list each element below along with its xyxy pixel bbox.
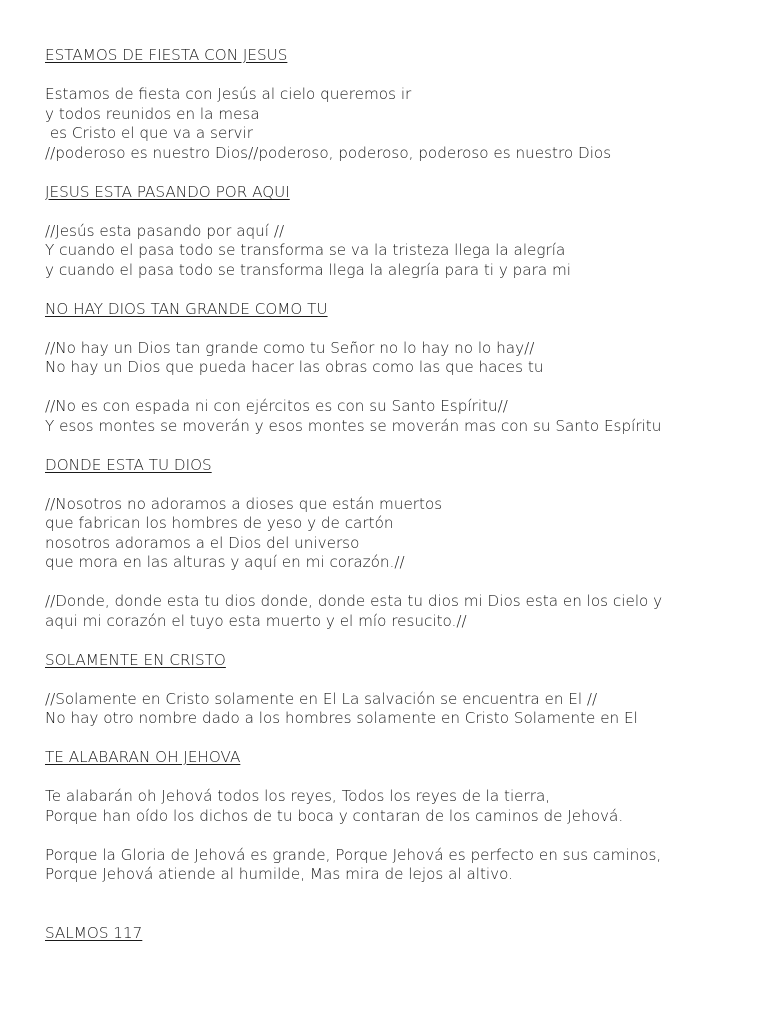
lyric-line: No hay un Dios que pueda hacer las obras como las que haces tu <box>45 358 544 376</box>
lyric-line: aqui mi corazón el tuyo esta muerto y el mío resucito.// <box>45 611 467 630</box>
stanza <box>45 339 760 378</box>
stanza <box>45 85 760 163</box>
lyric-line: Te alabarán oh Jehová todos los reyes, Todos los reyes de la tierra, <box>45 787 551 805</box>
song-jesus-esta-pasando <box>45 183 760 281</box>
song-no-hay-dios <box>45 300 760 437</box>
lyric-line: que mora en las alturas y aquí en mi corazón.// <box>45 553 405 571</box>
document-page <box>45 46 760 963</box>
lyric-line: //poderoso es nuestro Dios//poderoso, poderoso, poderoso es nuestro Dios <box>45 143 612 162</box>
lyric-line: y cuando el pasa todo se transforma llega la alegría para ti y para mi <box>45 260 572 279</box>
lyric-line: nosotros adoramos a el Dios del universo <box>45 533 360 552</box>
lyric-line: //Jesús esta pasando por aquí // <box>45 221 285 240</box>
song-salmos-117 <box>45 924 760 944</box>
stanza <box>45 592 760 631</box>
song-title: SALMOS 117 <box>45 923 143 942</box>
lyric-line: //Solamente en Cristo solamente en El La salvación se encuentra en El // <box>45 689 598 708</box>
stanza <box>45 495 760 573</box>
stanza <box>45 397 760 436</box>
lyric-line: Porque la Gloria de Jehová es grande, Porque Jehová es perfecto en sus caminos, <box>45 845 662 864</box>
stanza <box>45 846 760 885</box>
stanza <box>45 690 760 729</box>
song-title: ESTAMOS DE FIESTA CON JESUS <box>45 46 288 64</box>
lyric-line: Y cuando el pasa todo se transforma se va la tristeza llega la alegría <box>45 241 566 259</box>
stanza <box>45 222 760 281</box>
lyric-line: //No hay un Dios tan grande como tu Señor no lo hay no lo hay// <box>45 338 535 357</box>
song-title: SOLAMENTE EN CRISTO <box>45 650 226 669</box>
lyric-line: Y esos montes se moverán y esos montes se moverán mas con su Santo Espíritu <box>45 416 662 435</box>
lyric-line: que fabrican los hombres de yeso y de cartón <box>45 514 394 532</box>
lyric-line: es Cristo el que va a servir <box>45 124 254 142</box>
lyric-line: No hay otro nombre dado a los hombres solamente en Cristo Solamente en El <box>45 709 638 727</box>
lyric-line: y todos reunidos en la mesa <box>45 104 260 123</box>
lyric-line: Estamos de fiesta con Jesús al cielo queremos ir <box>45 85 412 103</box>
song-title: DONDE ESTA TU DIOS <box>45 455 212 474</box>
song-solamente-en-cristo <box>45 651 760 729</box>
lyric-line: //No es con espada ni con ejércitos es con su Santo Espíritu// <box>45 397 508 415</box>
lyric-line: //Nosotros no adoramos a dioses que están muertos <box>45 494 443 513</box>
song-title: TE ALABARAN OH JEHOVA <box>45 748 241 766</box>
lyric-line: Porque han oído los dichos de tu boca y contaran de los caminos de Jehová. <box>45 806 624 825</box>
blank-line <box>45 904 760 924</box>
lyric-line: Porque Jehová atiende al humilde, Mas mira de lejos al altivo. <box>45 865 513 883</box>
song-title: NO HAY DIOS TAN GRANDE COMO TU <box>45 299 328 318</box>
song-donde-esta-tu-dios <box>45 456 760 632</box>
song-te-alabaran <box>45 748 760 885</box>
stanza <box>45 787 760 826</box>
lyric-line: //Donde, donde esta tu dios donde, donde esta tu dios mi Dios esta en los cielo y <box>45 592 663 610</box>
song-estamos-de-fiesta <box>45 46 760 163</box>
song-title: JESUS ESTA PASANDO POR AQUI <box>45 182 290 201</box>
